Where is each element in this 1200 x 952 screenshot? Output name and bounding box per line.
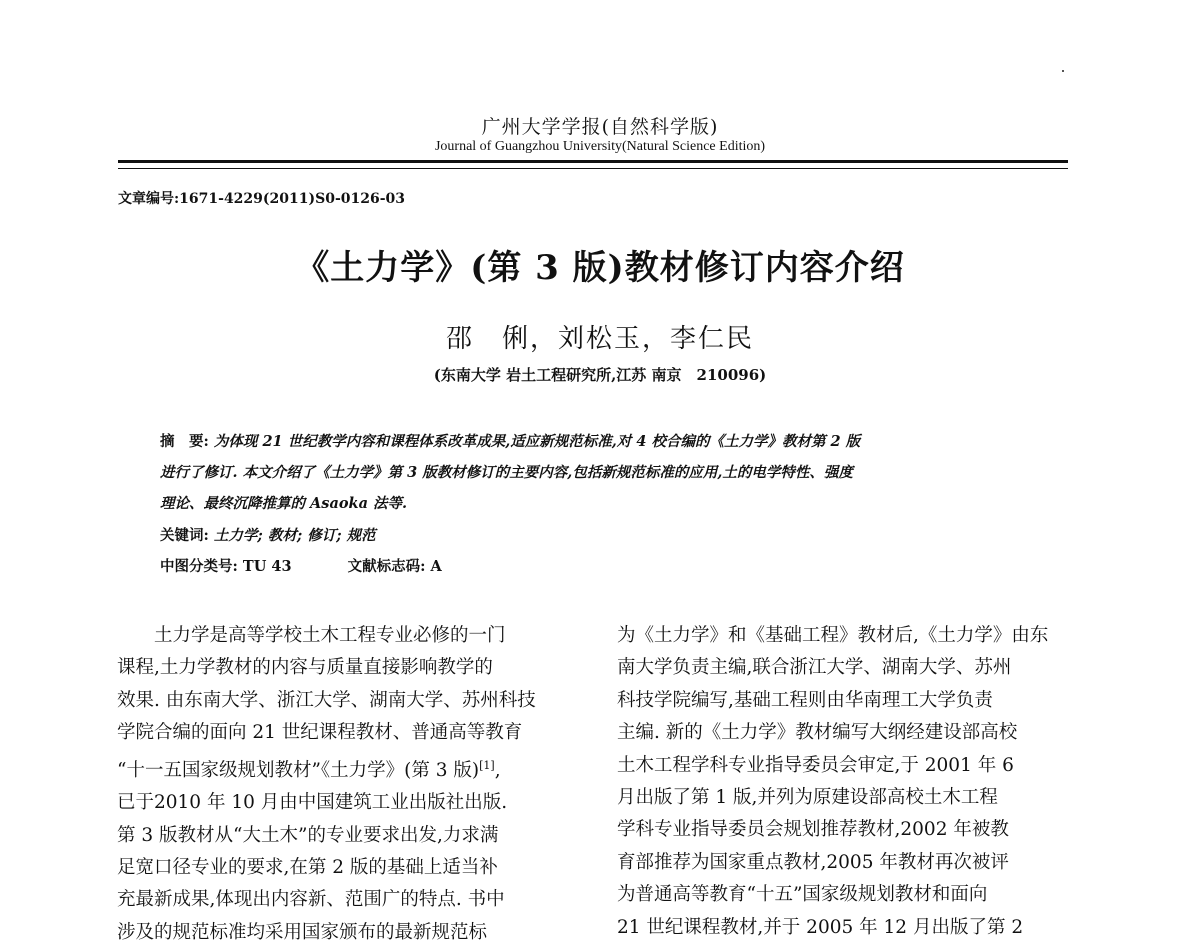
abstract-line-3: 理论、最终沉降推算的 Asaoka 法等. — [160, 495, 408, 512]
body-line: 南大学负责主编,联合浙江大学、湖南大学、苏州 — [617, 657, 1012, 679]
body-line: 主编. 新的《土力学》教材编写大纲经建设部高校 — [617, 722, 1018, 744]
keywords-value: 土力学; 教材; 修订; 规范 — [213, 527, 376, 544]
body-line: 土木工程学科专业指导委员会审定,于 2001 年 6 — [617, 754, 1014, 776]
keywords-label: 关键词: — [160, 527, 209, 544]
body-line: 科技学院编写,基础工程则由华南理工大学负责 — [617, 689, 993, 711]
header-rule-thin — [118, 168, 1068, 169]
body-line: “十一五国家级规划教材”《土力学》(第 3 版) — [117, 759, 480, 781]
body-line: 涉及的规范标准均采用国家颁布的最新规范标 — [117, 921, 488, 943]
classification-line — [160, 555, 442, 576]
body-line: 课程,土力学教材的内容与质量直接影响教学的 — [117, 657, 493, 679]
body-line: 足宽口径专业的要求,在第 2 版的基础上适当补 — [117, 857, 498, 878]
doc-code-value: A — [430, 558, 442, 575]
body-line: 学院合编的面向 21 世纪课程教材、普通高等教育 — [117, 722, 523, 744]
body-line: 已于2010 年 10 月由中国建筑工业出版社出版. — [117, 792, 508, 814]
author-list: 邵 俐，刘松玉，李仁民 — [445, 324, 754, 354]
journal-title-cn: 广州大学学报(自然科学版) — [481, 116, 719, 138]
citation-ref: [1] — [479, 758, 495, 772]
body-line: 学科专业指导委员会规划推荐教材,2002 年被教 — [617, 819, 1009, 841]
journal-title-en: Journal of Guangzhou University(Natural Science Edition) — [434, 139, 766, 154]
abstract-line-2: 进行了修订. 本文介绍了《土力学》第 3 版教材修订的主要内容,包括新规范标准的应用,土的电学特性、强度 — [160, 464, 853, 481]
body-line: 21 世纪课程教材,并于 2005 年 12 月出版了第 2 — [617, 916, 1024, 938]
clc-label: 中图分类号: — [160, 558, 238, 575]
clc-value: TU 43 — [242, 558, 292, 575]
body-line: 月出版了第 1 版,并列为原建设部高校土木工程 — [617, 787, 998, 809]
body-line: 土力学是高等学校土木工程专业必修的一门 — [154, 625, 506, 646]
article-number: 文章编号:1671-4229(2011)S0-0126-03 — [118, 191, 406, 207]
abstract-line-1 — [160, 430, 1040, 451]
body-line: 第 3 版教材从“大土木”的专业要求出发,力求满 — [117, 824, 499, 846]
author-affiliation: (东南大学 岩土工程研究所,江苏 南京 210096) — [433, 366, 767, 384]
keywords-line — [160, 524, 376, 545]
abstract-text: 为体现 21 世纪教学内容和课程体系改革成果,适应新规范标准,对 4 校合编的《土力学》教材第 2 版 — [213, 433, 861, 450]
paper-title: 《土力学》(第 3 版)教材修订内容介绍 — [295, 248, 905, 288]
body-line: 为《土力学》和《基础工程》教材后,《土力学》由东 — [617, 625, 1049, 646]
abstract-label: 摘 要: — [160, 433, 209, 450]
body-line: 效果. 由东南大学、浙江大学、湖南大学、苏州科技 — [117, 689, 536, 711]
body-line: 育部推荐为国家重点教材,2005 年教材再次被评 — [617, 851, 1009, 873]
citation-tail: , — [494, 759, 501, 781]
scan-speck — [1062, 70, 1064, 72]
body-line: 充最新成果,体现出内容新、范围广的特点. 书中 — [117, 889, 505, 911]
body-line-with-ref — [117, 750, 582, 788]
header-rule-thick — [118, 160, 1068, 163]
doc-code-label: 文献标志码: — [347, 558, 426, 575]
body-column-right — [617, 620, 1072, 944]
body-column-left — [117, 620, 582, 949]
body-line: 为普通高等教育“十五”国家级规划教材和面向 — [617, 884, 988, 906]
